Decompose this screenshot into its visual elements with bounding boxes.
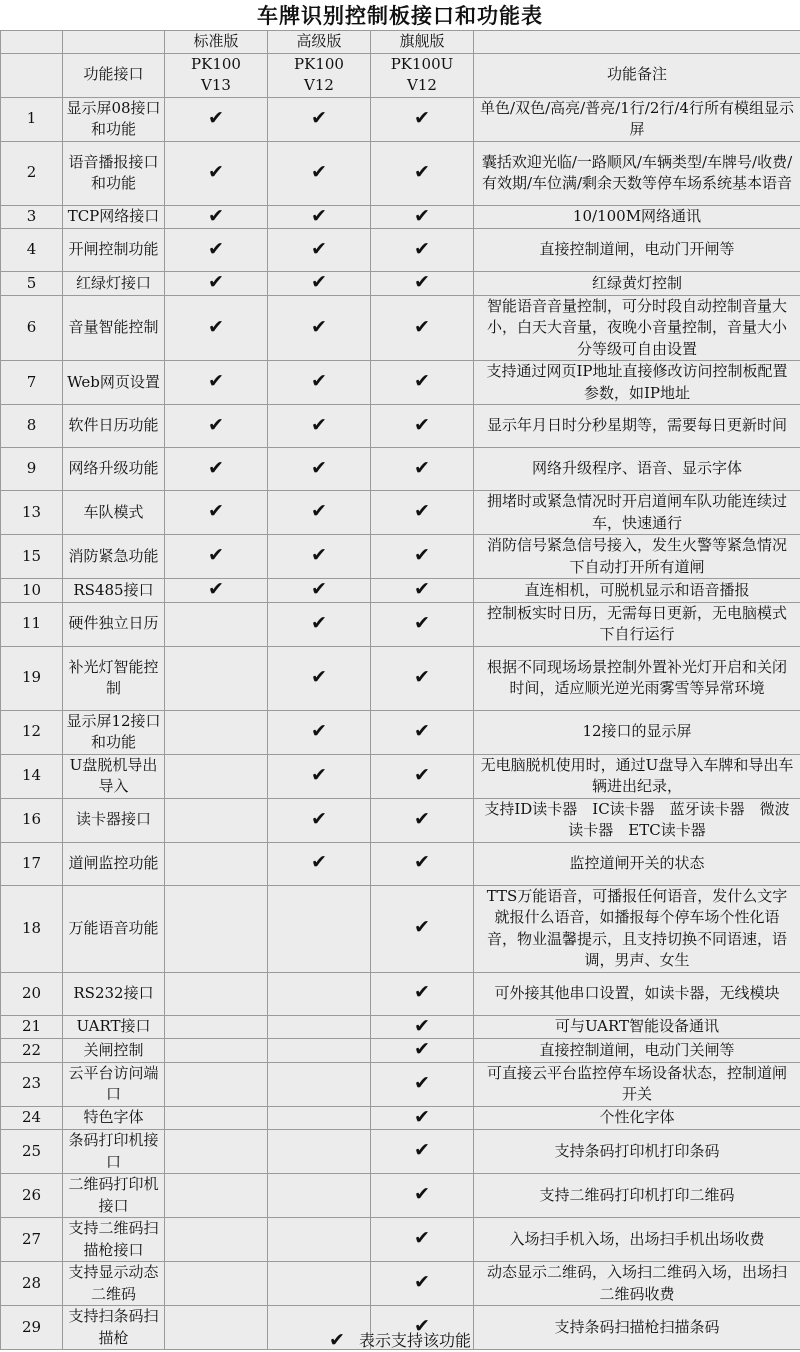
feature-name: 读卡器接口 (63, 798, 165, 842)
check-icon: ✔ (208, 237, 224, 260)
check-icon: ✔ (311, 611, 327, 634)
check-icon: ✔ (414, 1315, 430, 1338)
row-number: 16 (1, 798, 63, 842)
header-blank-cell (63, 31, 165, 54)
support-flagship (371, 1062, 474, 1106)
support-standard (165, 535, 268, 579)
check-icon: ✔ (311, 500, 327, 523)
table-row (1, 97, 800, 141)
support-advanced (268, 1062, 371, 1106)
support-advanced (268, 205, 371, 229)
support-standard (165, 295, 268, 361)
row-number: 20 (1, 972, 63, 1015)
support-standard (165, 97, 268, 141)
feature-note: 监控道闸开关的状态 (474, 842, 800, 885)
feature-note: TTS万能语音，可播报任何语音，发什么文字就报什么语音，如播报每个停车场个性化语音，物业温馨提示，且支持切换不同语速，语调，男声、女生 (474, 885, 800, 972)
check-icon: ✔ (311, 413, 327, 436)
edition-advanced: 高级版 (268, 31, 371, 54)
row-number: 12 (1, 710, 63, 754)
row-number: 11 (1, 602, 63, 646)
header-no (1, 53, 63, 97)
support-advanced (268, 1218, 371, 1262)
row-number: 23 (1, 1062, 63, 1106)
check-icon: ✔ (414, 1015, 430, 1037)
feature-name: 消防紧急功能 (63, 535, 165, 579)
feature-name: 网络升级功能 (63, 448, 165, 491)
table-row (1, 579, 800, 603)
feature-note: 动态显示二维码，入场扫二维码入场，出场扫二维码收费 (474, 1262, 800, 1306)
check-icon: ✔ (311, 370, 327, 393)
header-blank-cell (474, 31, 800, 54)
support-flagship (371, 1174, 474, 1218)
feature-note: 网络升级程序、语音、显示字体 (474, 448, 800, 491)
support-advanced (268, 491, 371, 535)
feature-table (0, 30, 800, 1350)
check-icon: ✔ (311, 205, 327, 227)
row-number: 7 (1, 361, 63, 405)
check-icon: ✔ (208, 413, 224, 436)
row-number: 18 (1, 885, 63, 972)
support-standard (165, 361, 268, 405)
table-row (1, 972, 800, 1015)
check-icon: ✔ (208, 544, 224, 567)
feature-note: 可与UART智能设备通讯 (474, 1015, 800, 1039)
check-icon: ✔ (311, 665, 327, 688)
check-icon: ✔ (414, 763, 430, 786)
feature-note: 直连相机，可脱机显示和语音播报 (474, 579, 800, 603)
support-flagship (371, 972, 474, 1015)
row-number: 25 (1, 1130, 63, 1174)
row-number: 21 (1, 1015, 63, 1039)
table-row (1, 646, 800, 710)
check-icon: ✔ (311, 456, 327, 479)
row-number: 9 (1, 448, 63, 491)
support-flagship (371, 754, 474, 798)
row-number: 4 (1, 229, 63, 272)
table-row (1, 272, 800, 296)
table-row (1, 1106, 800, 1130)
support-advanced (268, 1039, 371, 1063)
feature-name: 道闸监控功能 (63, 842, 165, 885)
check-icon: ✔ (414, 1038, 430, 1060)
check-icon: ✔ (208, 106, 224, 129)
support-flagship (371, 361, 474, 405)
support-advanced (268, 972, 371, 1015)
table-row (1, 1174, 800, 1218)
feature-name: 支持二维码扫描枪接口 (63, 1218, 165, 1262)
support-standard (165, 205, 268, 229)
support-standard (165, 1174, 268, 1218)
table-row (1, 405, 800, 448)
table-row (1, 1015, 800, 1039)
header-model-standard: PK100 V13 (165, 53, 268, 97)
support-standard (165, 405, 268, 448)
feature-note: 囊括欢迎光临/一路顺风/车辆类型/车牌号/收费/有效期/车位满/剩余天数等停车场系统基本语音 (474, 141, 800, 205)
feature-name: 红绿灯接口 (63, 272, 165, 296)
support-flagship (371, 205, 474, 229)
check-icon: ✔ (414, 1271, 430, 1294)
row-number: 22 (1, 1039, 63, 1063)
check-icon: ✔ (414, 1227, 430, 1250)
legend (0, 1329, 800, 1352)
check-icon: ✔ (311, 106, 327, 129)
feature-note: 根据不同现场场景控制外置补光灯开启和关闭时间，适应顺光逆光雨雾雪等异常环境 (474, 646, 800, 710)
support-flagship (371, 885, 474, 972)
support-flagship (371, 405, 474, 448)
check-icon: ✔ (208, 456, 224, 479)
support-advanced (268, 535, 371, 579)
row-number: 26 (1, 1174, 63, 1218)
page-title: 车牌识别控制板接口和功能表 (257, 3, 543, 28)
support-flagship (371, 448, 474, 491)
feature-note: 支持条码打印机打印条码 (474, 1130, 800, 1174)
support-flagship (371, 1015, 474, 1039)
table-row (1, 141, 800, 205)
check-icon: ✔ (414, 544, 430, 567)
edition-standard: 标准版 (165, 31, 268, 54)
edition-header-row (1, 31, 800, 54)
table-row (1, 229, 800, 272)
support-standard (165, 1218, 268, 1262)
support-flagship (371, 491, 474, 535)
support-flagship (371, 535, 474, 579)
support-advanced (268, 295, 371, 361)
feature-note: 入场扫手机入场，出场扫手机出场收费 (474, 1218, 800, 1262)
check-icon: ✔ (414, 370, 430, 393)
row-number: 10 (1, 579, 63, 603)
support-standard (165, 1062, 268, 1106)
check-icon: ✔ (208, 160, 224, 183)
support-advanced (268, 842, 371, 885)
feature-note: 单色/双色/高亮/普亮/1行/2行/4行所有模组显示屏 (474, 97, 800, 141)
check-icon: ✔ (414, 271, 430, 293)
feature-name: 关闸控制 (63, 1039, 165, 1063)
check-icon: ✔ (414, 981, 430, 1004)
support-advanced (268, 1130, 371, 1174)
feature-name: 显示屏12接口和功能 (63, 710, 165, 754)
check-icon: ✔ (414, 851, 430, 874)
feature-note: 拥堵时或紧急情况时开启道闸车队功能连续过车，快速通行 (474, 491, 800, 535)
feature-note: 个性化字体 (474, 1106, 800, 1130)
support-standard (165, 885, 268, 972)
feature-note: 10/100M网络通讯 (474, 205, 800, 229)
check-icon: ✔ (414, 106, 430, 129)
check-icon: ✔ (414, 1183, 430, 1206)
check-icon: ✔ (208, 205, 224, 227)
header-blank-cell (1, 31, 63, 54)
feature-name: 开闸控制功能 (63, 229, 165, 272)
table-row (1, 1130, 800, 1174)
support-advanced (268, 97, 371, 141)
support-advanced (268, 579, 371, 603)
feature-name: 音量智能控制 (63, 295, 165, 361)
feature-name: 显示屏08接口和功能 (63, 97, 165, 141)
support-advanced (268, 361, 371, 405)
support-advanced (268, 798, 371, 842)
support-standard (165, 1015, 268, 1039)
feature-note: 支持ID读卡器 IC读卡器 蓝牙读卡器 微波读卡器 ETC读卡器 (474, 798, 800, 842)
support-standard (165, 1039, 268, 1063)
check-icon: ✔ (414, 315, 430, 338)
edition-flagship: 旗舰版 (371, 31, 474, 54)
header-feature: 功能接口 (63, 53, 165, 97)
row-number: 8 (1, 405, 63, 448)
check-icon: ✔ (414, 1071, 430, 1094)
table-row (1, 842, 800, 885)
table-row (1, 535, 800, 579)
check-icon: ✔ (414, 500, 430, 523)
row-number: 24 (1, 1106, 63, 1130)
feature-note: 直接控制道闸，电动门关闸等 (474, 1039, 800, 1063)
feature-name: Web网页设置 (63, 361, 165, 405)
table-row (1, 448, 800, 491)
check-icon: ✔ (414, 1106, 430, 1128)
table-row (1, 798, 800, 842)
feature-name: 软件日历功能 (63, 405, 165, 448)
row-number: 3 (1, 205, 63, 229)
feature-note: 显示年月日时分秒星期等，需要每日更新时间 (474, 405, 800, 448)
support-flagship (371, 646, 474, 710)
feature-note: 无电脑脱机使用时，通过U盘导入车牌和导出车辆进出纪录， (474, 754, 800, 798)
check-icon: ✔ (311, 160, 327, 183)
check-icon: ✔ (414, 413, 430, 436)
feature-name: 支持扫条码扫描枪 (63, 1306, 165, 1350)
feature-note: 支持二维码打印机打印二维码 (474, 1174, 800, 1218)
feature-name: 万能语音功能 (63, 885, 165, 972)
feature-name: 车队模式 (63, 491, 165, 535)
check-icon: ✔ (414, 719, 430, 742)
feature-name: 特色字体 (63, 1106, 165, 1130)
feature-name: RS232接口 (63, 972, 165, 1015)
support-flagship (371, 295, 474, 361)
row-number: 17 (1, 842, 63, 885)
support-flagship (371, 1130, 474, 1174)
row-number: 13 (1, 491, 63, 535)
table-row (1, 754, 800, 798)
feature-name: 语音播报接口和功能 (63, 141, 165, 205)
table-row (1, 602, 800, 646)
feature-note: 支持条码扫描枪扫描条码 (474, 1306, 800, 1350)
support-standard (165, 1130, 268, 1174)
check-icon: ✔ (414, 578, 430, 600)
table-row (1, 491, 800, 535)
support-flagship (371, 710, 474, 754)
support-flagship (371, 798, 474, 842)
support-standard (165, 491, 268, 535)
table-row (1, 205, 800, 229)
row-number: 2 (1, 141, 63, 205)
check-icon: ✔ (311, 719, 327, 742)
table-row (1, 361, 800, 405)
check-icon: ✔ (208, 578, 224, 600)
support-advanced (268, 448, 371, 491)
feature-note: 智能语音音量控制，可分时段自动控制音量大小，白天大音量，夜晚小音量控制，音量大小分等级可自由设置 (474, 295, 800, 361)
support-flagship (371, 1218, 474, 1262)
check-icon: ✔ (311, 807, 327, 830)
support-flagship (371, 602, 474, 646)
feature-name: 支持显示动态二维码 (63, 1262, 165, 1306)
check-icon: ✔ (311, 851, 327, 874)
support-flagship (371, 229, 474, 272)
table-row (1, 710, 800, 754)
support-advanced (268, 272, 371, 296)
feature-note: 红绿黄灯控制 (474, 272, 800, 296)
support-advanced (268, 602, 371, 646)
support-standard (165, 448, 268, 491)
support-standard (165, 1106, 268, 1130)
check-icon: ✔ (311, 578, 327, 600)
table-row (1, 1039, 800, 1063)
feature-note: 控制板实时日历，无需每日更新，无电脑模式下自行运行 (474, 602, 800, 646)
header-model-advanced: PK100 V12 (268, 53, 371, 97)
support-standard (165, 842, 268, 885)
check-icon: ✔ (414, 916, 430, 939)
feature-name: UART接口 (63, 1015, 165, 1039)
support-flagship (371, 1106, 474, 1130)
support-advanced (268, 405, 371, 448)
support-standard (165, 579, 268, 603)
support-advanced (268, 885, 371, 972)
check-icon: ✔ (414, 611, 430, 634)
feature-name: 二维码打印机接口 (63, 1174, 165, 1218)
feature-note: 可外接其他串口设置，如读卡器，无线模块 (474, 972, 800, 1015)
check-icon: ✔ (208, 370, 224, 393)
support-advanced (268, 646, 371, 710)
support-advanced (268, 710, 371, 754)
feature-name: RS485接口 (63, 579, 165, 603)
feature-note: 12接口的显示屏 (474, 710, 800, 754)
feature-name: 硬件独立日历 (63, 602, 165, 646)
row-number: 5 (1, 272, 63, 296)
check-icon: ✔ (414, 1139, 430, 1162)
table-row (1, 1062, 800, 1106)
legend-text: 表示支持该功能 (358, 1331, 471, 1350)
row-number: 15 (1, 535, 63, 579)
feature-name: TCP网络接口 (63, 205, 165, 229)
support-standard (165, 141, 268, 205)
feature-name: 云平台访问端口 (63, 1062, 165, 1106)
check-icon: ✔ (414, 807, 430, 830)
check-icon: ✔ (311, 315, 327, 338)
support-flagship (371, 97, 474, 141)
feature-name: U盘脱机导出导入 (63, 754, 165, 798)
header-note: 功能备注 (474, 53, 800, 97)
check-icon: ✔ (414, 205, 430, 227)
table-row (1, 1218, 800, 1262)
check-icon: ✔ (414, 160, 430, 183)
table-row (1, 1262, 800, 1306)
support-advanced (268, 1015, 371, 1039)
check-icon: ✔ (311, 271, 327, 293)
support-flagship (371, 1039, 474, 1063)
table-row (1, 885, 800, 972)
check-icon: ✔ (208, 271, 224, 293)
support-standard (165, 972, 268, 1015)
row-number: 14 (1, 754, 63, 798)
row-number: 1 (1, 97, 63, 141)
table-row (1, 295, 800, 361)
support-advanced (268, 1262, 371, 1306)
header-model-flagship: PK100U V12 (371, 53, 474, 97)
check-icon: ✔ (311, 237, 327, 260)
check-icon: ✔ (414, 456, 430, 479)
row-number: 29 (1, 1306, 63, 1350)
feature-note: 可直接云平台监控停车场设备状态，控制道闸开关 (474, 1062, 800, 1106)
support-standard (165, 1262, 268, 1306)
support-standard (165, 229, 268, 272)
check-icon: ✔ (414, 665, 430, 688)
row-number: 28 (1, 1262, 63, 1306)
feature-name: 补光灯智能控制 (63, 646, 165, 710)
support-advanced (268, 1106, 371, 1130)
support-advanced (268, 1174, 371, 1218)
row-number: 6 (1, 295, 63, 361)
support-standard (165, 602, 268, 646)
support-flagship (371, 141, 474, 205)
feature-note: 直接控制道闸，电动门开闸等 (474, 229, 800, 272)
check-icon: ✔ (208, 500, 224, 523)
check-icon: ✔ (414, 237, 430, 260)
support-flagship (371, 579, 474, 603)
feature-note: 消防信号紧急信号接入，发生火警等紧急情况下自动打开所有道闸 (474, 535, 800, 579)
support-advanced (268, 754, 371, 798)
support-standard (165, 710, 268, 754)
support-advanced (268, 229, 371, 272)
row-number: 19 (1, 646, 63, 710)
support-standard (165, 754, 268, 798)
check-icon: ✔ (311, 544, 327, 567)
row-number: 27 (1, 1218, 63, 1262)
feature-table-body (1, 31, 800, 1350)
support-standard (165, 798, 268, 842)
check-icon: ✔ (311, 763, 327, 786)
support-standard (165, 646, 268, 710)
check-icon: ✔ (208, 315, 224, 338)
column-header-row (1, 53, 800, 97)
check-icon: ✔ (329, 1329, 345, 1351)
support-standard (165, 272, 268, 296)
support-advanced (268, 141, 371, 205)
support-flagship (371, 272, 474, 296)
feature-note: 支持通过网页IP地址直接修改访问控制板配置参数，如IP地址 (474, 361, 800, 405)
support-flagship (371, 1262, 474, 1306)
support-flagship (371, 842, 474, 885)
feature-name: 条码打印机接口 (63, 1130, 165, 1174)
